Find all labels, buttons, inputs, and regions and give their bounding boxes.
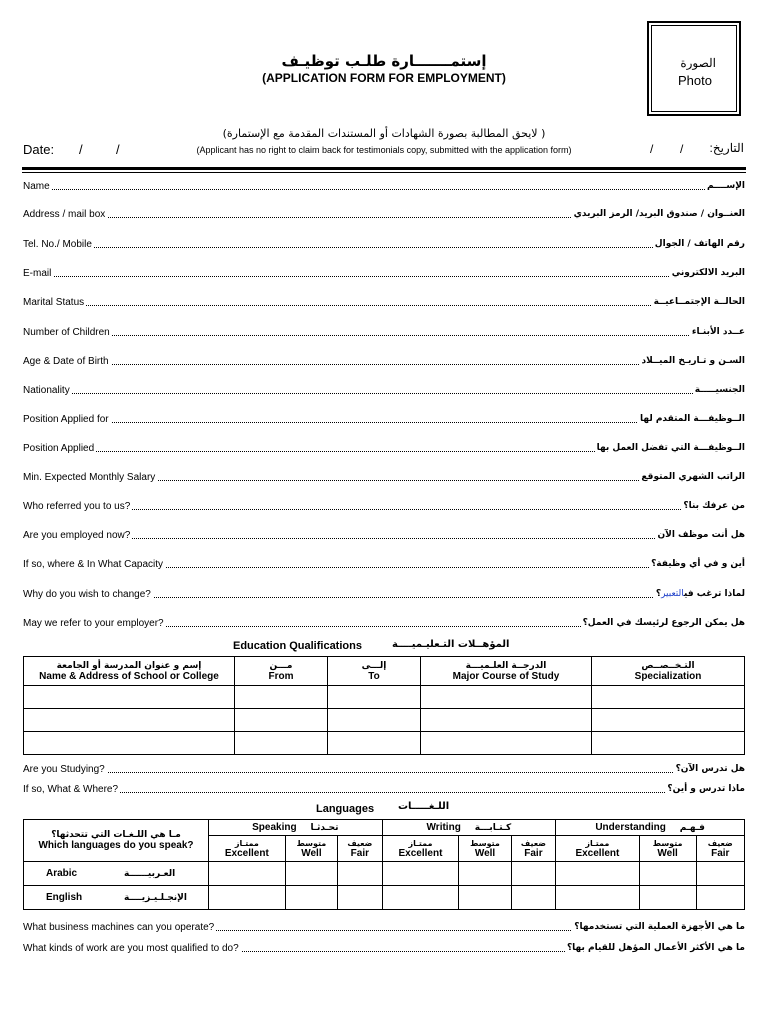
field-children[interactable]: [23, 327, 745, 343]
field-label: Why do you wish to change?: [23, 589, 151, 600]
table-cell[interactable]: [235, 732, 328, 755]
date-slash: /: [116, 142, 120, 157]
field-label: What kinds of work are you most qualified to do?: [23, 943, 239, 954]
field-label: Number of Children: [23, 327, 110, 338]
date-label-arabic: التاريخ:: [709, 141, 744, 155]
field-why-change[interactable]: [23, 589, 745, 605]
education-table: [23, 656, 745, 755]
field-email[interactable]: [23, 268, 745, 284]
languages-table: [23, 819, 745, 910]
level-header: ضعيف Fair: [696, 836, 744, 862]
fill-line[interactable]: [23, 189, 745, 190]
fill-line[interactable]: [23, 305, 745, 306]
field-label-arabic: الإســــم: [707, 181, 745, 191]
table-cell[interactable]: [421, 686, 592, 709]
field-label-arabic: العنــوان / صندوق البريد/ الرمز البريدي: [573, 209, 745, 219]
table-cell[interactable]: [592, 709, 745, 732]
table-cell[interactable]: [592, 686, 745, 709]
table-cell[interactable]: [285, 886, 337, 910]
date-slash: /: [680, 142, 684, 156]
table-cell[interactable]: [459, 886, 511, 910]
table-row: [24, 709, 745, 732]
level-header: ضعيف Fair: [338, 836, 382, 862]
field-label-arabic: من عرفك بنا؟: [683, 501, 745, 511]
field-label-arabic: ماذا تدرس و أين؟: [667, 784, 745, 794]
languages-title: Languages: [316, 803, 375, 815]
field-label-arabic: هل تدرس الآن؟: [675, 764, 745, 774]
field-studying[interactable]: [23, 764, 745, 780]
date-slash: /: [79, 142, 83, 157]
field-position-applied-for[interactable]: [23, 414, 745, 430]
column-header: مـــن From: [235, 657, 328, 686]
table-cell[interactable]: [556, 886, 639, 910]
field-name[interactable]: [23, 181, 745, 197]
field-employed-now[interactable]: [23, 530, 745, 546]
level-header: ممتـاز Excellent: [556, 836, 639, 862]
table-cell[interactable]: [285, 862, 337, 886]
table-cell[interactable]: [382, 886, 459, 910]
photo-label-english: Photo: [678, 73, 712, 88]
field-label: What business machines can you operate?: [23, 922, 215, 933]
table-cell[interactable]: [459, 862, 511, 886]
field-label: Nationality: [23, 385, 70, 396]
table-cell[interactable]: [382, 862, 459, 886]
language-arabic: Arabic العـربيــــــة: [24, 862, 209, 886]
date-label: Date:: [23, 142, 55, 157]
skill-header-speaking: Speaking تحـدثـا: [209, 820, 383, 836]
field-label-arabic: السـن و تـاريـخ الميــلاد: [641, 356, 745, 366]
level-header: ضعيف Fair: [511, 836, 555, 862]
field-refer-employer[interactable]: [23, 618, 745, 634]
level-header: متوسط Well: [285, 836, 337, 862]
field-label-arabic: رقم الهاتف / الجوال: [654, 239, 745, 249]
field-address[interactable]: [23, 209, 745, 225]
field-label-arabic: لماذا ترغب فيالتعبير؟: [655, 589, 745, 599]
field-label-arabic: أين و في أي وظيفة؟: [651, 559, 745, 569]
table-cell[interactable]: [421, 732, 592, 755]
field-qualified-work[interactable]: [23, 943, 745, 959]
table-cell[interactable]: [592, 732, 745, 755]
table-cell[interactable]: [511, 862, 555, 886]
table-cell[interactable]: [338, 862, 382, 886]
photo-label-arabic: الصورة: [680, 56, 716, 70]
table-cell[interactable]: [235, 709, 328, 732]
fill-line[interactable]: [23, 792, 745, 793]
table-cell[interactable]: [209, 862, 286, 886]
table-cell[interactable]: [328, 709, 421, 732]
field-label: Age & Date of Birth: [23, 356, 109, 367]
field-label-arabic: الــوظيفـــة المتقدم لها: [640, 414, 745, 424]
table-cell[interactable]: [328, 732, 421, 755]
field-label: May we refer to your employer?: [23, 618, 164, 629]
table-header: [24, 820, 745, 836]
field-expected-salary[interactable]: [23, 472, 745, 488]
field-label-arabic: ما هي الأكثر الأعمال المؤهل للقيام بها؟: [566, 943, 745, 953]
field-label: Are you employed now?: [23, 530, 131, 541]
field-label: Tel. No./ Mobile: [23, 239, 92, 250]
field-label-arabic: هل أنت موظف الآن: [657, 530, 745, 540]
field-marital-status[interactable]: [23, 297, 745, 313]
language-english: English الإنجـلـيـزيــــة: [24, 886, 209, 910]
column-header: إلـــى To: [328, 657, 421, 686]
level-header: ممتـاز Excellent: [209, 836, 286, 862]
field-label-arabic: الحالــة الإجتمــاعيــة: [653, 297, 745, 307]
divider-thin: [22, 172, 746, 173]
field-age-birth[interactable]: [23, 356, 745, 372]
field-label: If so, What & Where?: [23, 784, 119, 795]
level-header: متوسط Well: [459, 836, 511, 862]
table-cell[interactable]: [328, 686, 421, 709]
skill-header-writing: Writing كـتـابـــة: [382, 820, 556, 836]
table-cell[interactable]: [696, 886, 744, 910]
field-study-what-where[interactable]: [23, 784, 745, 800]
table-cell[interactable]: [639, 862, 696, 886]
fill-line[interactable]: [23, 335, 745, 336]
field-nationality[interactable]: [23, 385, 745, 401]
field-label-arabic: الــوظيفـــة التي تفضل العمل بها: [596, 443, 745, 453]
field-phone[interactable]: [23, 239, 745, 255]
table-row: [24, 686, 745, 709]
languages-question: مـا هي اللـغـات التي تتحدثها؟ Which languages do you speak?: [24, 820, 209, 862]
languages-title-arabic: اللـغـــــات: [398, 801, 450, 812]
level-header: متوسط Well: [639, 836, 696, 862]
fill-line[interactable]: [23, 364, 745, 365]
field-label: Who referred you to us?: [23, 501, 131, 512]
divider-thick: [22, 167, 746, 170]
column-header: إسم و عنوان المدرسة أو الجامعة Name & Address of School or College: [24, 657, 235, 686]
table-row: [24, 732, 745, 755]
table-cell[interactable]: [209, 886, 286, 910]
field-label: If so, where & In What Capacity: [23, 559, 164, 570]
table-cell[interactable]: [556, 862, 639, 886]
field-label-arabic: الراتب الشهري المتوقع: [641, 472, 745, 482]
table-cell[interactable]: [24, 709, 235, 732]
field-label: Marital Status: [23, 297, 85, 308]
table-row: [24, 862, 745, 886]
table-cell[interactable]: [24, 732, 235, 755]
field-label-arabic: البريد الالكتروني: [671, 268, 745, 278]
table-cell[interactable]: [338, 886, 382, 910]
field-label: Name: [23, 181, 50, 192]
field-label-arabic: الجنسيـــــة: [694, 385, 745, 395]
field-label: Min. Expected Monthly Salary: [23, 472, 156, 483]
level-header: ممتـاز Excellent: [382, 836, 459, 862]
field-label-arabic: عــدد الأبنـاء: [691, 327, 745, 337]
field-label: Are you Studying?: [23, 764, 105, 775]
form-title-arabic: إستمـــــــارة طلـب توظيـف: [281, 52, 487, 70]
fill-line[interactable]: [23, 276, 745, 277]
table-cell[interactable]: [696, 862, 744, 886]
table-row: [24, 886, 745, 910]
table-cell[interactable]: [421, 709, 592, 732]
table-cell[interactable]: [235, 686, 328, 709]
notice-english: (Applicant has no right to claim back for testimonials copy, submitted with the application form): [196, 145, 572, 155]
field-label-arabic: ما هي الأجهزة العملية التي تستخدمها؟: [574, 922, 745, 932]
field-label-arabic: هل يمكن الرجوع لرئيسك في العمل؟: [582, 618, 745, 628]
field-where-capacity[interactable]: [23, 559, 745, 575]
table-cell[interactable]: [511, 886, 555, 910]
notice-arabic: (لايحق المطالبة بصورة الشهادات أو المستندات المقدمة مع الإستمارة ): [222, 127, 546, 140]
field-label: E-mail: [23, 268, 52, 279]
fill-line[interactable]: [23, 422, 745, 423]
date-slash: /: [650, 142, 654, 156]
field-label: Address / mail box: [23, 209, 106, 220]
field-position-applied[interactable]: [23, 443, 745, 459]
table-cell[interactable]: [24, 686, 235, 709]
table-header: [24, 657, 745, 686]
date-field-english[interactable]: [23, 142, 120, 157]
photo-box: [647, 21, 741, 116]
field-referred-by[interactable]: [23, 501, 745, 517]
field-business-machines[interactable]: [23, 922, 745, 938]
field-label: Position Applied for: [23, 414, 109, 425]
column-header: التـخــصــص Specialization: [592, 657, 745, 686]
table-cell[interactable]: [639, 886, 696, 910]
column-header: الدرجــة العلـميـــة Major Course of Study: [421, 657, 592, 686]
fill-line[interactable]: [23, 772, 745, 773]
fill-line[interactable]: [23, 393, 745, 394]
education-title-arabic: المؤهــلات التـعليـميــــة: [392, 639, 510, 650]
field-label: Position Applied: [23, 443, 95, 454]
form-title-english: (APPLICATION FORM FOR EMPLOYMENT): [262, 71, 506, 85]
skill-header-understanding: Understanding فـهـم: [556, 820, 745, 836]
education-title: Education Qualifications: [233, 640, 362, 652]
fill-line[interactable]: [23, 247, 745, 248]
